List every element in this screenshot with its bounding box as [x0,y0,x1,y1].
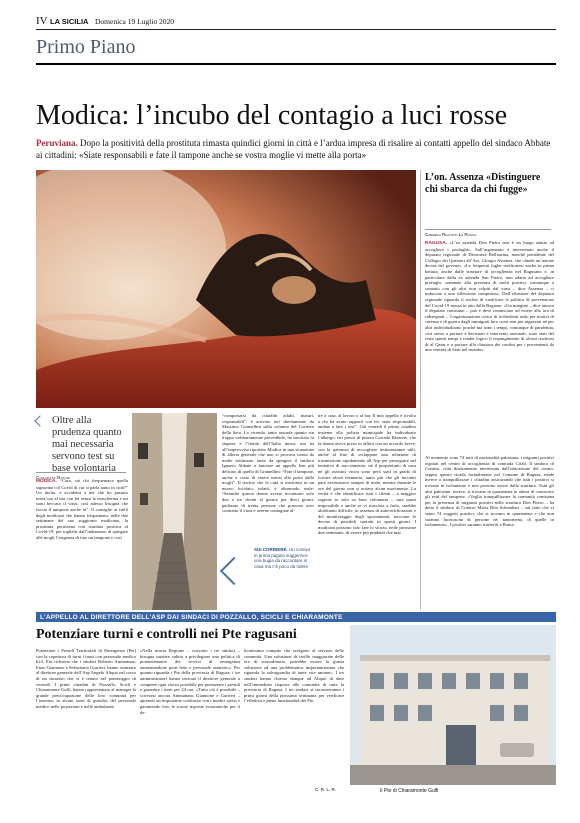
sidebar-divider [420,170,421,610]
alley-illustration [132,413,217,610]
photo-caption-text: Un corsivo in prima pagina suggerisce una bugia da raccontare in casa ma c’è poco da ridere [254,547,311,569]
second-column-3 [244,648,344,788]
bed-scene-illustration [36,170,416,408]
second-column-1-text: Potenziare i Presidi Territoriali di Emergenza (Pte) con la copertura di turni i turni con personale medico h24. Era richiesta che i sindaci Roberto Ammatuna, Enzo Giannone e Sebastiano Gurrieri, hanno avanzato al direttore generale dell’Asp Angelo Aliquò nel corso di un incontro che si è tenuto nel pomeriggio di venerdì. I primi cittadini di Pozzallo, Scicli e Chiaramonte Gulfi, hanno rappresentato al manager la grande preoccupazione delle loro comunità per l’assenza, in alcuni turni di guardia, del personale medico nelle postazioni e nelle ambulanze. [36,648,136,709]
photo-caption-label: SUI CORRIERE. [254,547,288,552]
sidebar-text-2 [425,455,554,611]
caption-box [222,547,314,609]
main-subheadline [36,137,556,161]
article-column-2 [222,413,314,545]
sidebar-text-1 [425,240,554,455]
second-signoff: C. R. L. R. [315,787,337,792]
photo-caption [254,547,314,569]
header-rule [36,29,556,30]
section-rule [36,63,556,65]
sidebar-text-2-body: Al momento sono 74 tutti di nazionalità pakistana, i migranti positivi ospitati nel centro di accoglienza di contrada Cifali. Il sindaco di Comiso, città direttamente interessata dall’ubicazione del centro, seppur questo ricada formalmente nel Comune di Ragusa, tende invece a tranquillizzare i cittadini assicurando che tutti i positivi si trovano in isolamento e non possono uscire dalla struttura. Tutti gli altri pakistani, invece, si trovano in quarantena in attesa di conoscere gli esiti del tampone. «Voglio tranquillizzare la comunità comisana per la presenza di migranti positivi nella struttura Don Pietro – ha detto il sindaco di Comiso Maria Rita Schembari – sul fatto che vi siano 74 soggetti positivi, che si trovano in quarantena e che non saranno fuoriuscita di persone né, tantomeno, di quelle in isolamento». I positivi saranno trasferiti a Roma. [425,455,554,528]
building-photo-caption: Il Pte di Chiaramonte Gulfi [380,788,439,794]
second-story-banner [36,612,556,622]
article-column-3-text: tre a casa, al lavoro o al bar. Il mio appello è rivolto a chi ha avuto rapporti con lei: siate responsabili, andate a fare i test”. Già venerdì il primo citadino insieme alla polizia municipale ha individuato l’albergo, nei pressi di piazza Corrado Rizzone, che la donna aveva preso in affitto con un accordo breve, con la speranza di raccogliere testimonianze utili, anche al fine di sviluppare una relazione di trasmissione rapidamente all’Asp per proseguire nel tentativo di tracciamento: né il proprietario di casa né gli assistiti vicini sono però stati in grado di fornire alcun elemento, tanto più che gli incontri pare avvenissero sempre di notte, mentre durante le ore del giorno non si notava alcun movimento. La verità è che identificare tutti i clienti – a maggior ragione se solo su base volontaria – sarà quasi impossibile e anche se vi riuscisse a farlo, sarebbe altrettanto difficile, in assenza di autocertificazioni e del monitoraggio degli spostamenti, tracciare le decine di possibili contatti in questi giorni. I modicani possono solo fare lo sforzo, nelle prossime due settimane, di essere più prudenti che mai. [318,413,416,536]
page-number: IV [36,15,48,27]
article-dateline: MODICA. [36,479,57,484]
second-column-3-text: licatissimo compito che svolgono al servizio delle comunità. Una soluzione di tariffe maggiorate delle ore di straordinario, potrebbe essere la giusta soluzione ad una problematica importantissima che riguarda la salvaguardia di tante vite umane». I tre sindaci hanno chiesto dunque ad Aliquò di dare nell’immediato risposte alle comunità di tutta la provincia di Ragusa. I tre sindaci si incontreranno i primi giorni della prossima settimana per verificare l’effettiva e piena funzionalità dei Pte. [244,648,344,704]
issue-date: Domenica 19 Luglio 2020 [95,16,174,26]
subheadline-text: Dopo la positività della prostituta rimasta quindici giorni in città e l’ardua impresa di risalire ai contatti appello del sindaco Abbate ai cittadini: «Siate responsabili e fate il tampone anche se vostra moglie vi mette alla porta» [36,138,551,160]
building-photo [350,625,556,785]
article-column-2-text: “comportarsi da cittadini adulti, maturi, responsabili”, è arrivato ieri direttamente da Massimo Gramellini sulla colonna del Corriere della Sera. La vicenda, tanto assurda quanto sin troppo ordinariamente prevedibile, ha suscitato lo stupore e l’ilarità dell’Italia intera, ma ha all’improvviso riportato Modica in una situazione di allerta generale che non si provava trenta da molte settimane, tanto da spingere il sindaco Ignazio Abbate a lanciare un appello ben più delicato di quello di Gramellini: “Fate il tampone, anche a costo di essere messi alla porta dalle mogli”. Il rischio che la città si trasformi in un nuovo focolaio, infatti, è oltremodo reale: “Seanche questa donna avesse incontrato solo due o tre clienti al giorno per dieci giorni, parliamo di trenta persone che possono aver contratto il virus e averne contagiate al- [222,413,314,514]
byline: Concetta Bonini [36,472,126,480]
main-headline: Modica: l’incubo del contagio a luci rosse [36,100,508,131]
banner-text: L’APPELLO AL DIRETTORE DELL’ASP DAI SINDACI DI POZZALLO, SCICLI E CHIARAMONTE [40,613,343,621]
second-column-1 [36,648,136,798]
sidebar-byline: Carmelo Riccotti La Rocca [425,229,551,237]
section-title: Primo Piano [36,36,136,58]
building-illustration [350,625,556,785]
page-header [36,12,556,28]
sidebar-headline: L’on. Assenza «Distinguere chi sbarca da chi fugge» [425,172,541,195]
chevron-left-icon [34,415,45,426]
second-story-headline: Potenziare turni e controlli nei Pte ragusani [36,627,297,642]
paper-name: LA SICILIA [50,17,89,26]
article-column-3 [318,413,416,611]
chevron-right-icon [220,557,248,585]
article-column-1 [36,478,128,610]
subheadline-kicker: Peruviana. [36,138,78,148]
article-column-1-text: “Cara, sai chi frequentava quella signorina col Covid di cui si parla tanto in città?” Un invito, e accidenti a me che ho passato mezz’ora al bar con lei senza la mascherina e mi sono beccato il virus, così adesso bisogna che faccia il tampone anche tu”. Il consiglio ai frelli degli modicani che hanno frequentato, nelle due settimane del suo soggiorno modicano, la prostituta peruviana con risultata positiva al Covid-19, per toglierti dall’imbarazzo di spiegare alle mogli l’esigenza di fare un tampone e così [36,478,128,540]
sidebar-text-1-body: «L’ex azienda Don Pietro non è un luogo adatto ad accogliere i profughi». Sull’argomento è intervenuto anche il deputato regionale di Diventerà Bellissima, nonché presidente del Collegio dei Questori all’Ars, Giorgio Assenza, che chiede un’azione decisa del governo. «Le frequenti fughe verificatesi anche in prima battuta, anche dalle strutture di accoglienza nel Ragusano e, in particolare dalla ex azienda San Pietro, non adatta ad accogliere profughi, sommate alla presenza di molti positivi, comunque a contatto con gli altri non colpiti dal virus – dice Assenza – ci inducono a una riflessione composita». Dall’effusione del deputato regionale riguarda il rischio di vanificare la politica di prevenzione del Covid-19 messa in atto dalla Regione. «Un margine – dice ancora il deputato comisano – può e deve cominciare ad essere allo ora di ridisegnati – l’organizzazione civica di richiedenti asilo per motivi di carenza e di guerra dagli immigrati loro coari non per ragazzini né per altri individualismi: poiché ma sono i tempi, comunque di pandemia, così stessi a portare a decisioni e interventi razionali, sono stati del resto questi tempi a render logico il respingimento di alcuni rischiosi di al Qatar e a portare alla chiusura dei confini per i provenienti da una ventina di Stati nel mondo». [425,240,554,353]
second-column-2 [140,648,240,798]
sidebar-dateline: RAGUSA. [425,241,448,246]
pull-quote [36,415,126,475]
second-column-2-text: «Nella nostra Regione – scrivono i tre sindaci – bisogna iniziare subito a privilegiare una politica di potenziamento dei servizi di emergenza aumentandone posti letto e personale sanitario». Per quanto riguarda i Pte della provincia di Ragusa, i tre amministratori hanno invitato il direttore generale a compiere ogni sforzo possibile per potenziare i presidi e garantire i turni per 24 ore. «Tutto ciò è possibile – scrivono ancora Ammatuna, Giannone e Gurrieri – aprendo un importante confronto con i medici stessi e garantendo loro le scarse risposte economiche per il de- [140,648,240,715]
alley-photo [132,413,217,610]
pull-quote-text: Oltre alla prudenza quanto mai necessaria servono test su base volontaria [52,415,122,474]
main-photo [36,170,416,408]
